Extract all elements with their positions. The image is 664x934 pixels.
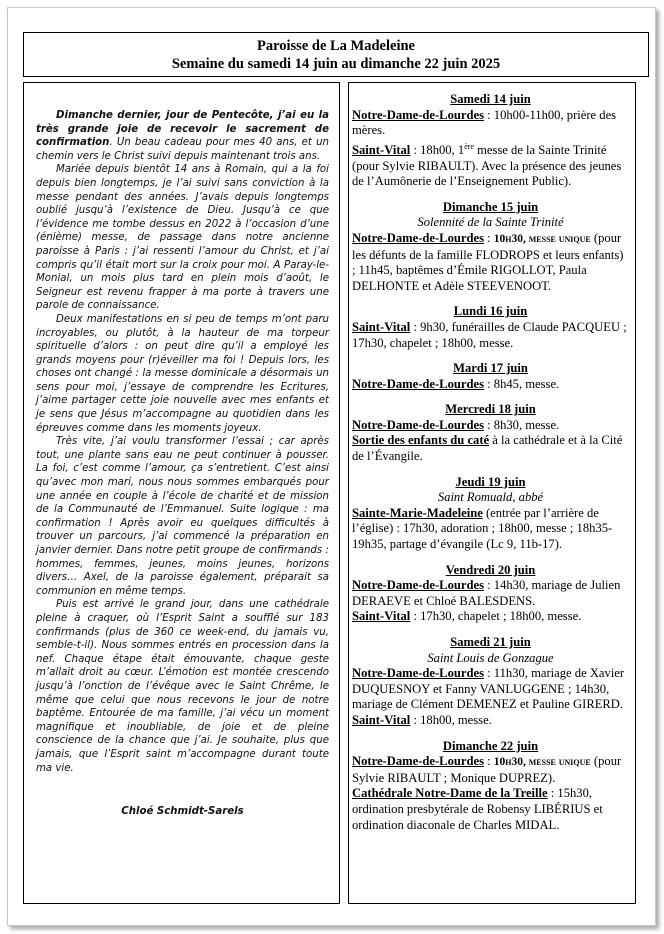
schedule-entry (352, 139, 629, 190)
entry-text: : 18h00, 1 (410, 142, 465, 157)
article-paragraph: Très vite, j’ai voulu transformer l’essai ; car après tout, une plante sans eau ne peut continuer à pousser. La foi, c’est comme l’amour, ça s’entretient. C’est ainsi qu’avec mon mari, nous nous sommes embarqués pour une année en couple à l’école de charité et de mission de la Communauté de l’Emmanuel. Suite logique : ma confirmation ! Après avoir eu quelques difficultés à trouver un parcours, j’ai commencé la préparation en janvier dernier. Dans notre petit groupe de confirmands : hommes, femmes, jeunes, moins jeunes, horizons divers… Axel, de la paroisse également, préparait sa communion en même temps. (36, 436, 329, 597)
place-name: Saint-Vital (352, 319, 411, 334)
entry-text: (entrée par l’arrière de l’église) : 17h30, adoration ; 18h00, messe ; 18h35-19h35, partage d’évangile (Lc 9, 11b-17). (352, 505, 613, 552)
day-feast: Saint Louis de Gonzague (427, 650, 554, 665)
day-feast: Solennité de la Sainte Trinité (417, 215, 564, 230)
bulletin-page (7, 7, 656, 926)
entry-text: (pour les défunts de la famille FLODROPS et leurs enfants) ; 11h45, baptêmes d’Émile RIGOLLOT, Paula DELHONTE et Adèle STEEVENOOT. (352, 230, 624, 293)
day-title: Jeudi 19 juin (455, 474, 526, 489)
entry-text: : 8h45, messe. (483, 376, 560, 391)
bulletin-header (23, 32, 649, 77)
entry-text: : 10h00-11h00, prière des mères. (352, 107, 617, 138)
entry-text: : 14h30, mariage de Julien DERAEVE et Chloé BALESDENS. (352, 578, 621, 608)
entry-text: : 15h30, ordination presbytérale de Robensy LIBÉRIUS et ordination diaconale de Charles MIDAL. (352, 786, 603, 832)
entry-text: messe de la Sainte Trinité (pour Sylvie RIBAULT). Avec la présence des jeunes de l’Aumônerie de l’Enseignement Public). (352, 142, 622, 189)
place-name: Saint-Vital (352, 712, 411, 727)
day-title: Lundi 16 juin (453, 304, 528, 319)
entry-text: : 11h30, mariage de Xavier DUQUESNOY et Fanny VANLUGGENE ; 14h30, mariage de Clément DEMENEZ et Pauline GIRERD. (352, 666, 625, 712)
article-paragraph: Puis est arrivé le grand jour, dans une cathédrale pleine à craquer, où l’Esprit Saint a soufflé sur 183 confirmands (plus de 360 ce week-end, du jamais vu, semble-t-il). Nous sommes entrés en procession dans la nef. Chaque étape était émouvante, chaque geste m’allait droit au cœur. L’émotion est montée crescendo jusqu’à l’onction de l’évêque avec le Saint Chrême, le même que celui que nous recevons le jour de notre baptême. Entourée de ma famille, j’ai vécu un moment magnifique et inoubliable, de joie et de pleine conscience de la chance que j’ai. Je souhaite, plus que jamais, que l’Esprit saint m’accompagne durant toute ma vie. (36, 599, 329, 774)
schedule-entry (352, 609, 629, 625)
place-name: Notre-Dame-de-Lourdes (352, 230, 484, 245)
entry-superscript: ère (464, 141, 474, 151)
schedule-entry (352, 433, 629, 464)
entry-text: : 9h30, funérailles de Claude PACQUEU ; 17h30, chapelet ; 18h00, messe. (352, 319, 627, 350)
day-title: Mercredi 18 juin (445, 402, 536, 417)
place-name: Notre-Dame-de-Lourdes (352, 376, 484, 391)
day-title: Samedi 14 juin (450, 92, 531, 106)
day-block (352, 475, 629, 553)
day-title: Dimanche 15 juin (442, 199, 539, 214)
entry-text: (pour Sylvie RIBAULT ; Monique DUPREZ). (352, 754, 622, 785)
place-name: Notre-Dame-de-Lourdes (352, 107, 484, 122)
day-title: Dimanche 22 juin (442, 738, 539, 753)
testimony-article (23, 82, 340, 904)
article-signature: Chloé Schmidt-Sarels (121, 806, 244, 818)
entry-text: : 8h30, messe. (483, 417, 560, 432)
article-lead-rest: . Un beau cadeau pour mes 40 ans, et un chemin vers le Christ suivi depuis maintenant trois ans. (36, 137, 329, 162)
place-name: Saint-Vital (352, 142, 411, 157)
day-block (352, 402, 629, 464)
mass-highlight: 10h30, messe unique (493, 756, 591, 769)
day-block (352, 92, 629, 190)
schedule-entry (352, 506, 629, 553)
weekly-schedule (348, 82, 636, 904)
schedule-entry (352, 418, 629, 434)
parish-title: Paroisse de La Madeleine (256, 38, 415, 54)
day-block (352, 361, 629, 392)
schedule-entry (352, 231, 629, 294)
article-lead: Dimanche dernier, jour de Pentecôte, j’ai eu la très grande joie de recevoir le sacrement de confirmation (36, 110, 329, 149)
place-name: Notre-Dame-de-Lourdes (352, 417, 484, 432)
schedule-entry (352, 666, 629, 713)
day-block (352, 635, 629, 729)
schedule-entry (352, 713, 629, 729)
place-name: Sortie des enfants du caté (352, 433, 490, 448)
place-name: Notre-Dame-de-Lourdes (352, 666, 484, 681)
schedule-entry (352, 754, 629, 786)
entry-text: : 18h00, messe. (410, 712, 492, 727)
place-name: Notre-Dame-de-Lourdes (352, 578, 484, 593)
entry-text: : (483, 754, 494, 769)
article-paragraph: Mariée depuis bientôt 14 ans à Romain, qui a la foi depuis bien longtemps, je l’ai suivi sans conviction à la messe pendant des années. J’avais depuis longtemps oublié jusqu’à l’existence de Dieu. Jusqu’à ce que l’évidence me tombe dessus en 2022 à l’occasion d’une (énième) messe, de passage dans notre ancienne paroisse à Paris : j’ai ressenti l’amour du Christ, et j’ai compris qu’il était mort sur la croix pour moi. A Paray-le-Monial, un mois plus tard en plein mois d’août, le Seigneur est revenu frapper à ma porte à travers une parole de connaissance. (36, 164, 329, 312)
mass-highlight: 10h30, messe unique (493, 232, 591, 245)
day-feast: Saint Romuald, abbé (437, 490, 544, 505)
entry-text: : 17h30, chapelet ; 18h00, messe. (410, 609, 582, 624)
article-paragraph: Deux manifestations en si peu de temps m’ont paru incroyables, ou plutôt, à la hauteur de ma torpeur spirituelle d’alors : on peut dire qu’il a employé les grands moyens pour (r)éveiller ma foi ! Depuis lors, les choses ont changé : la messe dominicale a désormais un sens pour moi, j’essaye de comprendre les Ecritures, j’aime partager cette joie nouvelle avec mes enfants et je sens que Jésus m’accompagne au quotidien dans les épreuves comme dans les moments joyeux. (36, 313, 329, 434)
week-title: Semaine du samedi 14 juin au dimanche 22 juin 2025 (171, 56, 501, 72)
place-name: Saint-Vital (352, 609, 411, 624)
schedule-entry (352, 108, 629, 139)
day-block (352, 563, 629, 625)
day-title: Vendredi 20 juin (445, 562, 536, 577)
place-name: Notre-Dame-de-Lourdes (352, 754, 484, 769)
schedule-entry (352, 786, 629, 833)
schedule-entry (352, 578, 629, 609)
day-title: Samedi 21 juin (450, 635, 531, 649)
article-paragraph (36, 109, 329, 163)
place-name: Cathédrale Notre-Dame de la Treille (352, 786, 548, 801)
day-title: Mardi 17 juin (453, 361, 528, 376)
day-block (352, 200, 629, 295)
entry-text: : (483, 230, 494, 245)
schedule-entry (352, 377, 629, 393)
place-name: Sainte-Marie-Madeleine (352, 505, 483, 520)
entry-text: à la cathédrale et à la Cité de l’Évangile. (352, 433, 623, 464)
schedule-entry (352, 320, 629, 351)
day-block (352, 304, 629, 351)
day-block (352, 739, 629, 834)
